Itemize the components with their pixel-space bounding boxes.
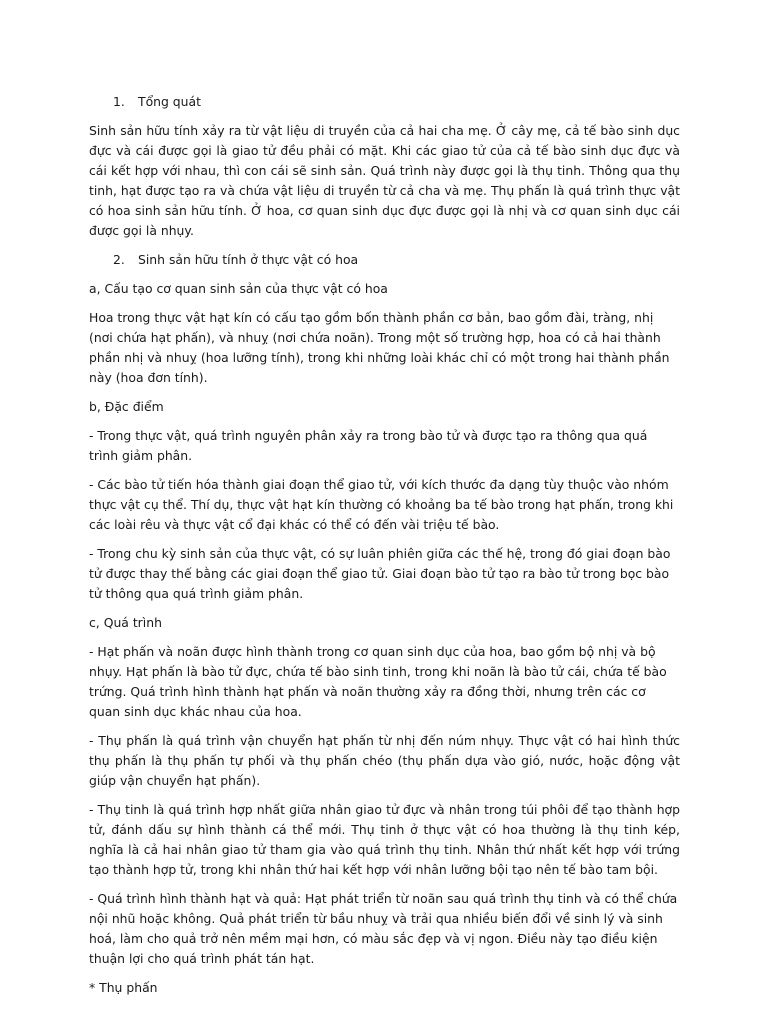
paragraph-structure: Hoa trong thực vật hạt kín có cấu tạo gồm bốn thành phần cơ bản, bao gồm đài, tràng, nhị (nơi chứa hạt phấn), và nhuỵ (nơi chứa noãn). Trong một số trường hợp, hoa có cả hai thành phần nhị và nhuỵ (hoa lưỡng tính), trong khi những loài khác chỉ có một trong hai thành phần này (hoa đơn tính).: [89, 310, 670, 385]
section-heading-1: [89, 92, 680, 112]
paragraph-process-4: - Quá trình hình thành hạt và quả: Hạt phát triển từ noãn sau quá trình thụ tinh và có thể chứa nội nhũ hoặc không. Quả phát triển từ bầu nhuỵ và trải qua nhiều biến đổi về sinh lý và sinh hoá, làm cho quả trở nên mềm mại hơn, có màu sắc đẹp và vị ngon. Điều này tạo điều kiện thuận lợi cho quá trình phát tán hạt.: [89, 891, 678, 966]
paragraph-process-3: - Thụ tinh là quá trình hợp nhất giữa nhân giao tử đực và nhân trong túi phôi để tạo thành hợp tử, đánh dấu sự hình thành cá thể mới. Thụ tinh ở thực vật có hoa thường là thụ tinh kép, nghĩa là cả hai nhân giao tử tham gia vào quá trình thụ tinh. Nhân thứ nhất kết hợp với trứng tạo thành hợp tử, trong khi nhân thứ hai kết hợp với nhân lưỡng bội tạo nên tế bào tam bội.: [89, 802, 680, 877]
heading-text: Tổng quát: [138, 94, 201, 109]
subheading-pollination: * Thụ phấn: [89, 980, 158, 995]
subheading-b: b, Đặc điểm: [89, 399, 164, 414]
paragraph-overview: Sinh sản hữu tính xảy ra từ vật liệu di truyền của cả hai cha mẹ. Ở cây mẹ, cả tế bào sinh dục đực và cái được gọi là giao tử đều phải có mặt. Khi các giao tử của cả tế bào sinh dục đực và cái kết hợp với nhau, thì con cái sẽ sinh sản. Quá trình này được gọi là thụ tinh. Thông qua thụ tinh, hạt được tạo ra và chứa vật liệu di truyền từ cả cha và mẹ. Thụ phấn là quá trình thực vật có hoa sinh sản hữu tính. Ở hoa, cơ quan sinh dục đực được gọi là nhị và cơ quan sinh dục cái được gọi là nhụy.: [89, 123, 680, 238]
paragraph-feature-3: - Trong chu kỳ sinh sản của thực vật, có sự luân phiên giữa các thế hệ, trong đó giai đoạn bào tử được thay thế bằng các giai đoạn thể giao tử. Giai đoạn bào tử tạo ra bào tử trong bọc bào tử thông qua quá trình giảm phân.: [89, 546, 671, 601]
subheading-c: c, Quá trình: [89, 615, 162, 630]
paragraph-process-2: - Thụ phấn là quá trình vận chuyển hạt phấn từ nhị đến núm nhụy. Thực vật có hai hình thức thụ phấn là thụ phấn tự phối và thụ phấn chéo (thụ phấn dựa vào gió, nước, hoặc động vật giúp vận chuyển hạt phấn).: [89, 733, 680, 788]
subheading-a: a, Cấu tạo cơ quan sinh sản của thực vật có hoa: [89, 281, 388, 296]
paragraph-feature-2: - Các bào tử tiến hóa thành giai đoạn thể giao tử, với kích thước đa dạng tùy thuộc vào nhóm thực vật cụ thể. Thí dụ, thực vật hạt kín thường có khoảng ba tế bào trong hạt phấn, trong khi các loài rêu và thực vật cổ đại khác có thể có đến vài triệu tế bào.: [89, 477, 674, 532]
heading-number: 2.: [113, 252, 125, 267]
section-heading-2: [89, 250, 680, 270]
heading-text: Sinh sản hữu tính ở thực vật có hoa: [138, 252, 359, 267]
paragraph-feature-1: - Trong thực vật, quá trình nguyên phân xảy ra trong bào tử và được tạo ra thông qua quá trình giảm phân.: [89, 428, 648, 463]
heading-number: 1.: [113, 94, 125, 109]
paragraph-process-1: - Hạt phấn và noãn được hình thành trong cơ quan sinh dục của hoa, bao gồm bộ nhị và bộ nhụy. Hạt phấn là bào tử đực, chứa tế bào sinh tinh, trong khi noãn là bào tử cái, chứa tế bào trứng. Quá trình hình thành hạt phấn và noãn thường xảy ra đồng thời, nhưng trên các cơ quan sinh dục khác nhau của hoa.: [89, 644, 667, 719]
